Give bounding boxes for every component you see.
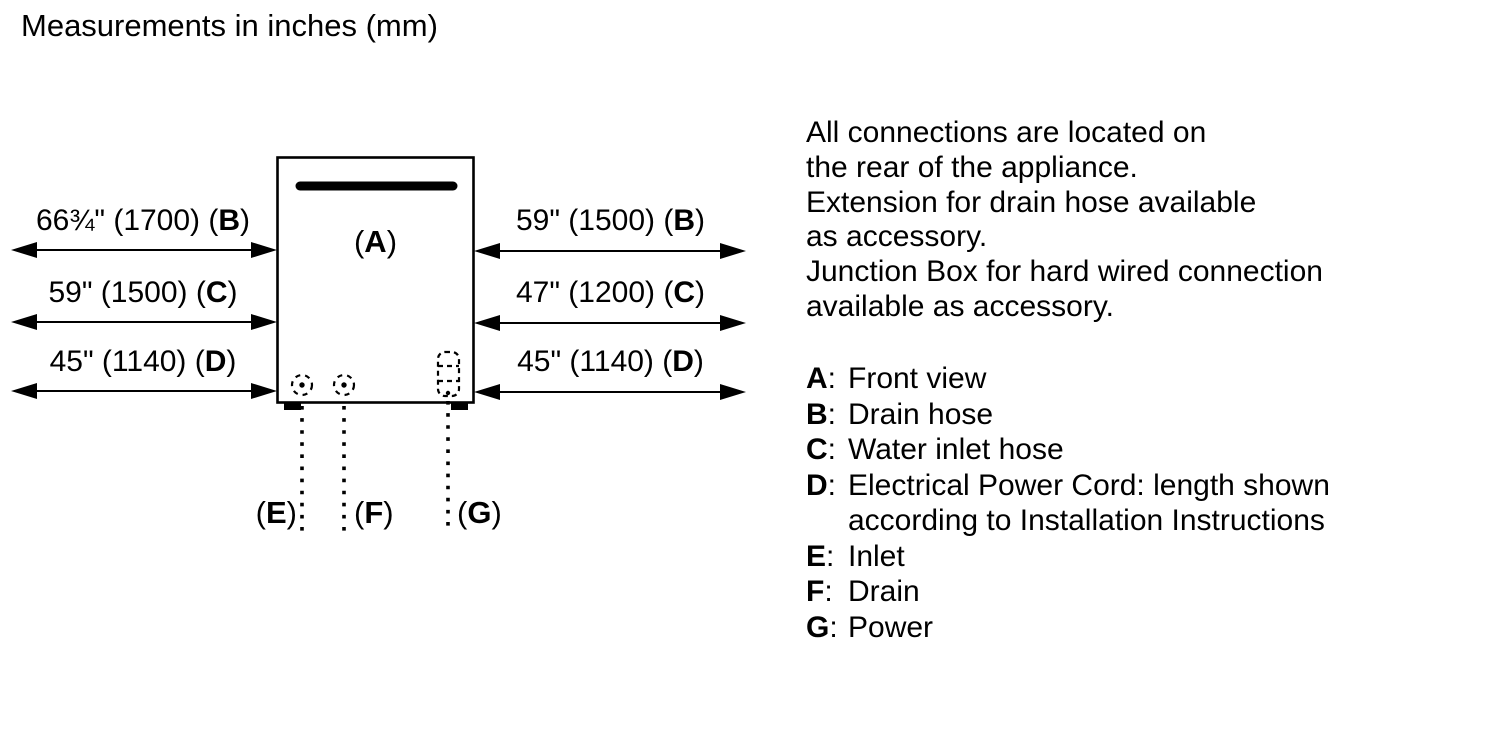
connection-label-drain: (F) xyxy=(354,495,394,530)
note-line: available as accessory. xyxy=(806,289,1114,323)
arrow-right-drain-hose xyxy=(474,243,746,259)
connection-label-power: (G) xyxy=(457,495,502,530)
dimension-right-water-inlet: 47" (1200) (C) xyxy=(515,276,706,309)
page-title: Measurements in inches (mm) xyxy=(21,8,438,43)
legend-item-c: C: Water inlet hose xyxy=(806,433,1064,466)
arrow-left-water-inlet xyxy=(11,314,277,330)
arrow-left-drain-hose xyxy=(11,242,277,258)
dimension-right-drain-hose: 59" (1500) (B) xyxy=(515,204,706,237)
appliance-outline xyxy=(278,158,474,403)
dimension-right-power-cord: 45" (1140) (D) xyxy=(517,345,704,378)
note-line: Junction Box for hard wired connection xyxy=(806,255,1323,289)
appliance-label: (A) xyxy=(353,224,398,259)
notes-paragraph xyxy=(806,116,1486,325)
legend-item-b: B: Drain hose xyxy=(806,397,994,431)
note-line: Extension for drain hose available xyxy=(806,185,1257,219)
appliance-foot-left xyxy=(284,404,301,411)
legend-item-a: A: Front view xyxy=(806,362,987,395)
appliance-foot-right xyxy=(451,404,468,411)
connection-label-inlet: (E) xyxy=(255,495,297,530)
arrow-left-power-cord xyxy=(11,383,277,399)
note-line: the rear of the appliance. xyxy=(806,150,1138,184)
legend-item-e: E: Inlet xyxy=(806,539,905,573)
legend-item-f: F: Drain xyxy=(806,575,920,608)
legend-item-d-line1: Electrical Power Cord: length shown xyxy=(848,468,1330,502)
dimension-left-water-inlet: 59" (1500) (C) xyxy=(48,276,238,309)
dimension-left-drain-hose: 66¾" (1700) (B) xyxy=(35,204,251,237)
legend-item-g: G: Power xyxy=(806,610,934,644)
arrow-right-water-inlet xyxy=(474,315,746,331)
dimension-left-power-cord: 45" (1140) (D) xyxy=(49,345,237,378)
arrow-right-power-cord xyxy=(474,384,746,400)
legend-list xyxy=(806,361,1486,645)
legend-item-d: D: Electrical Power Cord: length shown according to Installation Instructions xyxy=(806,468,1486,539)
note-line: All connections are located on xyxy=(806,116,1207,149)
note-line: as accessory. xyxy=(806,220,988,254)
legend-item-d-line2: according to Installation Instructions xyxy=(848,504,1325,537)
